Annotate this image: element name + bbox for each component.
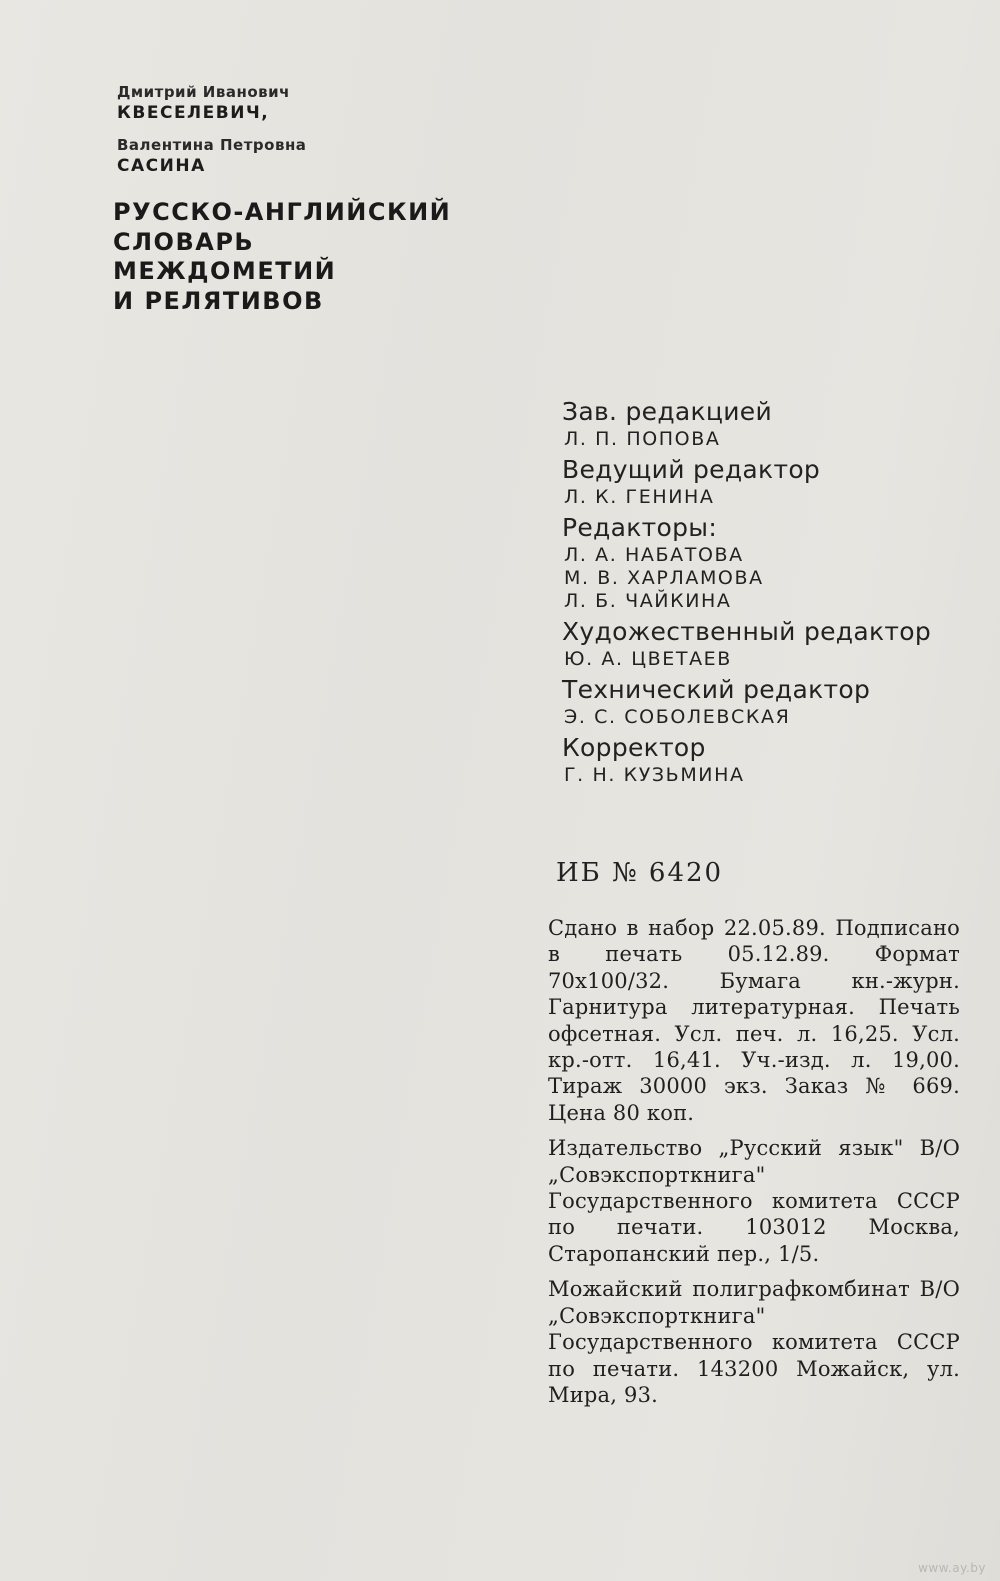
credit-technical-editor xyxy=(562,674,931,729)
title-line: МЕЖДОМЕТИЙ xyxy=(113,257,337,285)
credit-role: Редакторы: xyxy=(562,513,718,542)
credit-person: Л. К. ГЕНИНА xyxy=(564,486,715,508)
credit-role: Технический редактор xyxy=(562,675,871,704)
site-watermark: www.ay.by xyxy=(918,1561,986,1575)
imprint-printing-house: Можайский полиграфкомбинат В/О „Совэкспорткнига" Государственного комитета СССР по печати. 143200 Можайск, ул. Мира, 93. xyxy=(548,1277,960,1407)
credit-role: Корректор xyxy=(562,733,706,762)
credit-editors xyxy=(562,512,931,613)
author-surname: КВЕСЕЛЕВИЧ, xyxy=(117,103,270,123)
author-surname: САСИНА xyxy=(117,156,206,176)
credit-lead-editor xyxy=(562,454,931,509)
credit-head-of-editorial xyxy=(562,396,931,451)
author-given-name: Валентина Петровна xyxy=(117,136,307,154)
credit-proofreader xyxy=(562,732,931,787)
credit-person: Ю. А. ЦВЕТАЕВ xyxy=(564,648,732,670)
ib-number: ИБ № 6420 xyxy=(556,858,724,888)
credit-person: Г. Н. КУЗЬМИНА xyxy=(564,764,745,786)
title-line: СЛОВАРЬ xyxy=(113,227,255,256)
editorial-credits xyxy=(562,396,931,790)
author-2 xyxy=(117,135,306,177)
credit-person: Л. Б. ЧАЙКИНА xyxy=(564,590,732,612)
author-1 xyxy=(117,82,306,124)
imprint-print-details: Сдано в набор 22.05.89. Подписано в печать 05.12.89. Формат 70х100/32. Бумага кн.-журн. Гарнитура литературная. Печать офсетная. Усл. печ. л. 16,25. Усл. кр.-отт. 16,41. Уч.-изд. л. 19,00. Тираж 30000 экз. Заказ № 669. Цена 80 коп. xyxy=(548,916,960,1125)
title-line: И РЕЛЯТИВОВ xyxy=(113,286,324,315)
credit-art-editor xyxy=(562,616,931,671)
credit-person: М. В. ХАРЛАМОВА xyxy=(564,567,764,589)
authors-block xyxy=(117,82,306,177)
credit-person: Л. П. ПОПОВА xyxy=(564,428,721,450)
publication-imprint xyxy=(548,915,960,1417)
credit-role: Художественный редактор xyxy=(562,617,932,646)
book-title xyxy=(113,198,451,316)
credit-role: Зав. редакцией xyxy=(562,397,773,426)
credit-person: Л. А. НАБАТОВА xyxy=(564,544,744,566)
credit-role: Ведущий редактор xyxy=(562,455,821,484)
credit-person: Э. С. СОБОЛЕВСКАЯ xyxy=(564,706,791,728)
imprint-publisher: Издательство „Русский язык" В/О „Совэкспорткнига" Государственного комитета СССР по печати. 103012 Москва, Старопанский пер., 1/5. xyxy=(548,1136,960,1266)
author-given-name: Дмитрий Иванович xyxy=(117,83,290,101)
title-line: РУССКО-АНГЛИЙСКИЙ xyxy=(113,198,452,226)
